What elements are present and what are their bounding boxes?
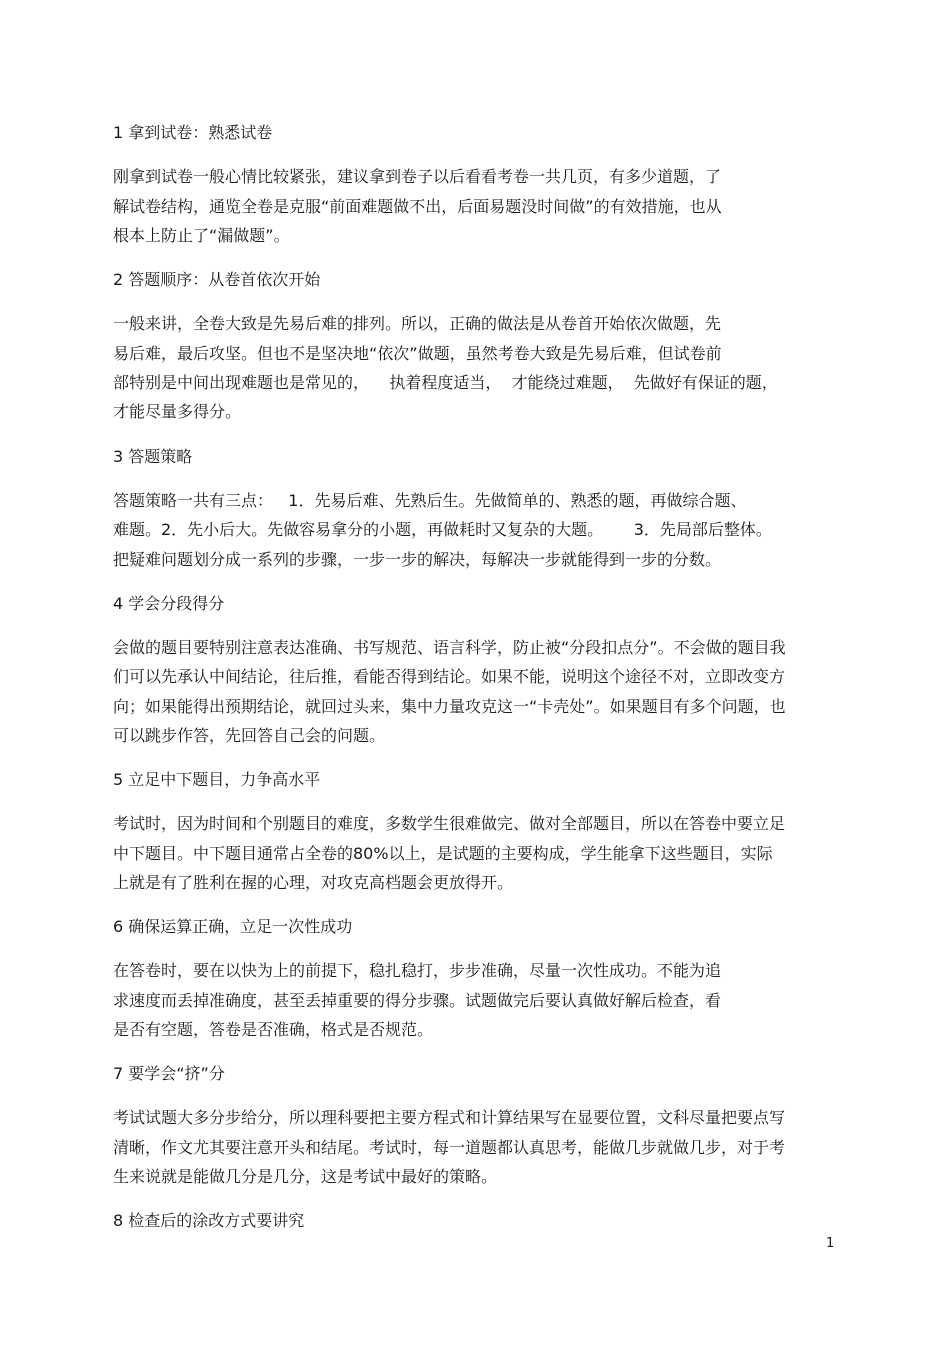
section-3-line-3: 把疑难问题划分成一系列的步骤，一步一步的解决，每解决一步就能得到一步的分数。 xyxy=(113,550,722,569)
section-1-line-1: 刚拿到试卷一般心情比较紧张，建议拿到卷子以后看看考卷一共几页，有多少道题，了 xyxy=(113,167,722,186)
section-6-line-2: 求速度而丢掉准确度，甚至丢掉重要的得分步骤。试题做完后要认真做好解后检查，看 xyxy=(113,991,722,1010)
section-5-heading: 5 立足中下题目，力争高水平 xyxy=(113,770,321,789)
section-7-line-1: 考试试题大多分步给分，所以理科要把主要方程式和计算结果写在显要位置，文科尽量把要点写 xyxy=(113,1108,786,1127)
section-4-line-2: 们可以先承认中间结论，往后推，看能否得到结论。如果不能，说明这个途径不对，立即改变方 xyxy=(113,667,786,686)
section-4-heading: 4 学会分段得分 xyxy=(113,594,225,613)
section-4-line-3: 向；如果能得出预期结论，就回过头来，集中力量攻克这一“卡壳处”。如果题目有多个问题，也 xyxy=(113,697,786,716)
section-6-heading: 6 确保运算正确，立足一次性成功 xyxy=(113,917,353,936)
section-5-line-2: 中下题目。中下题目通常占全卷的80%以上，是试题的主要构成，学生能拿下这些题目，实际 xyxy=(113,844,773,863)
section-4-line-1: 会做的题目要特别注意表达准确、书写规范、语言科学，防止被“分段扣点分”。不会做的题目我 xyxy=(113,638,786,657)
section-2-line-4: 才能尽量多得分。 xyxy=(113,402,242,421)
section-1-line-2: 解试卷结构，通览全卷是克服“前面难题做不出，后面易题没时间做”的有效措施，也从 xyxy=(113,197,722,216)
section-3-line-1: 答题策略一共有三点： 1．先易后难、先熟后生。先做简单的、熟悉的题，再做综合题、 xyxy=(113,491,747,510)
section-6-line-1: 在答卷时，要在以快为上的前提下，稳扎稳打，步步准确，尽量一次性成功。不能为追 xyxy=(113,961,722,980)
section-7-line-3: 生来说就是能做几分是几分，这是考试中最好的策略。 xyxy=(113,1167,498,1186)
section-3-heading: 3 答题策略 xyxy=(113,447,193,466)
section-4-line-4: 可以跳步作答，先回答自己会的问题。 xyxy=(113,726,386,745)
section-7-line-2: 清晰，作文尤其要注意开头和结尾。考试时，每一道题都认真思考，能做几步就做几步，对于考 xyxy=(113,1138,786,1157)
section-2-heading: 2 答题顺序：从卷首依次开始 xyxy=(113,270,321,289)
section-1-line-3: 根本上防止了“漏做题”。 xyxy=(113,226,290,245)
section-7-heading: 7 要学会“挤”分 xyxy=(113,1064,225,1083)
section-8-heading: 8 检查后的涂改方式要讲究 xyxy=(113,1211,305,1230)
section-2-line-2: 易后难，最后攻坚。但也不是坚决地“依次”做题，虽然考卷大致是先易后难，但试卷前 xyxy=(113,344,722,363)
section-5-line-1: 考试时，因为时间和个别题目的难度，多数学生很难做完、做对全部题目，所以在答卷中要立足 xyxy=(113,814,786,833)
section-2-line-3: 部特别是中间出现难题也是常见的， 执着程度适当， 才能绕过难题， 先做好有保证的题， xyxy=(113,373,778,392)
section-3-line-2: 难题。2．先小后大。先做容易拿分的小题，再做耗时又复杂的大题。 3．先局部后整体。 xyxy=(113,520,772,539)
section-6-line-3: 是否有空题，答卷是否准确，格式是否规范。 xyxy=(113,1020,434,1039)
page-number: 1 xyxy=(826,1236,835,1251)
section-1-heading: 1 拿到试卷：熟悉试卷 xyxy=(113,123,273,142)
section-2-line-1: 一般来讲，全卷大致是先易后难的排列。所以，正确的做法是从卷首开始依次做题，先 xyxy=(113,314,722,333)
section-5-line-3: 上就是有了胜利在握的心理，对攻克高档题会更放得开。 xyxy=(113,873,514,892)
